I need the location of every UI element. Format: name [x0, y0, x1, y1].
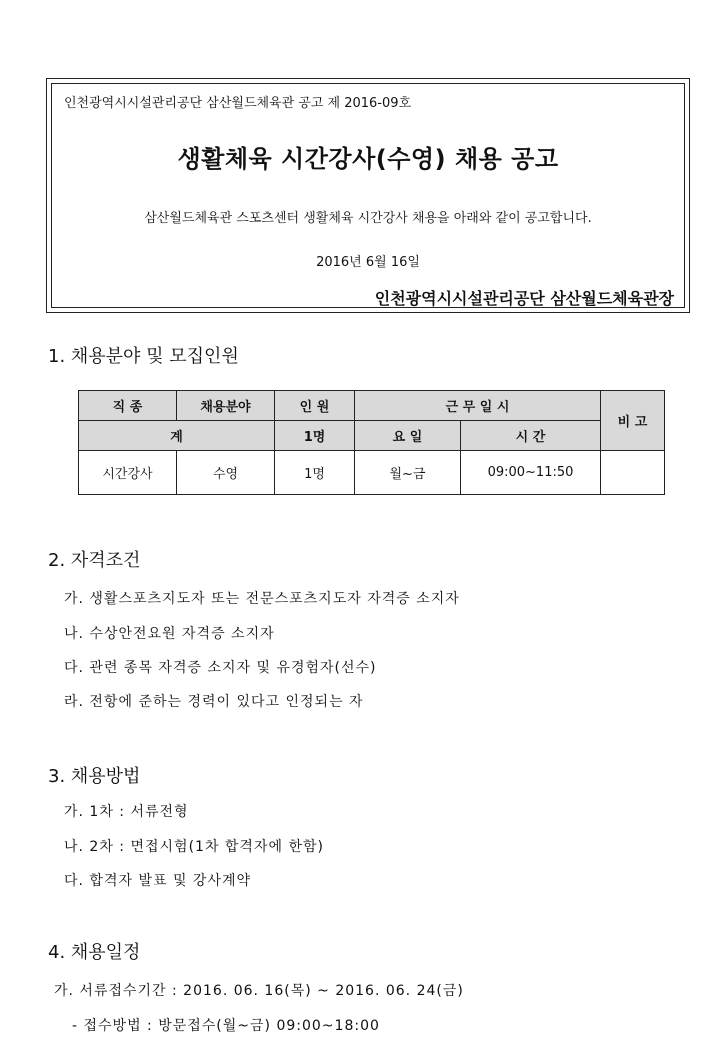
list-item: 가. 1차 : 서류전형: [64, 804, 189, 820]
list-item: 다. 합격자 발표 및 강사계약: [64, 873, 252, 889]
header-field: 채용분야: [177, 391, 275, 421]
section2-heading: 2. 자격조건: [48, 550, 141, 571]
list-item: 가. 서류접수기간 : 2016. 06. 16(목) ~ 2016. 06. 24(금): [54, 983, 464, 999]
header-time: 시 간: [461, 421, 601, 451]
notice-inner-frame: [51, 83, 685, 308]
section3-heading: 3. 채용방법: [48, 766, 141, 787]
header-note: 비 고: [601, 391, 665, 451]
notice-box: [46, 78, 690, 313]
cell-days: 월~금: [355, 451, 461, 495]
cell-note: [601, 451, 665, 495]
cell-headcount: 1명: [275, 451, 355, 495]
header-days: 요 일: [355, 421, 461, 451]
list-item: 라. 전항에 준하는 경력이 있다고 인정되는 자: [64, 694, 364, 710]
table-row: [79, 451, 665, 495]
table-header-row: [79, 391, 665, 421]
notice-date: 2016년 6월 16일: [316, 255, 420, 270]
list-item: 나. 2차 : 면접시험(1차 합격자에 한함): [64, 839, 324, 855]
cell-time: 09:00~11:50: [461, 451, 601, 495]
header-work-schedule: 근 무 일 시: [355, 391, 601, 421]
recruitment-table: [78, 390, 665, 495]
table-total-row: [79, 421, 665, 451]
header-headcount: 인 원: [275, 391, 355, 421]
notice-issuer: 인천광역시시설관리공단 삼산월드체육관장: [374, 289, 674, 308]
notice-body: 삼산월드체육관 스포츠센터 생활체육 시간강사 채용을 아래와 같이 공고합니다.: [144, 211, 592, 226]
cell-field: 수영: [177, 451, 275, 495]
notice-number: 인천광역시시설관리공단 삼산월드체육관 공고 제 2016-09호: [64, 96, 412, 111]
list-item: 다. 관련 종목 자격증 소지자 및 유경험자(선수): [64, 660, 377, 676]
cell-job-type: 시간강사: [79, 451, 177, 495]
total-label: 계: [79, 421, 275, 451]
section4-heading: 4. 채용일정: [48, 942, 141, 963]
list-item: 가. 생활스포츠지도자 또는 전문스포츠지도자 자격증 소지자: [64, 591, 460, 607]
header-job-type: 직 종: [79, 391, 177, 421]
section1-heading: 1. 채용분야 및 모집인원: [48, 346, 239, 367]
list-item: - 접수방법 : 방문접수(월~금) 09:00~18:00: [72, 1018, 380, 1034]
total-count: 1명: [275, 421, 355, 451]
notice-title: 생활체육 시간강사(수영) 채용 공고: [177, 145, 559, 173]
list-item: 나. 수상안전요원 자격증 소지자: [64, 626, 275, 642]
